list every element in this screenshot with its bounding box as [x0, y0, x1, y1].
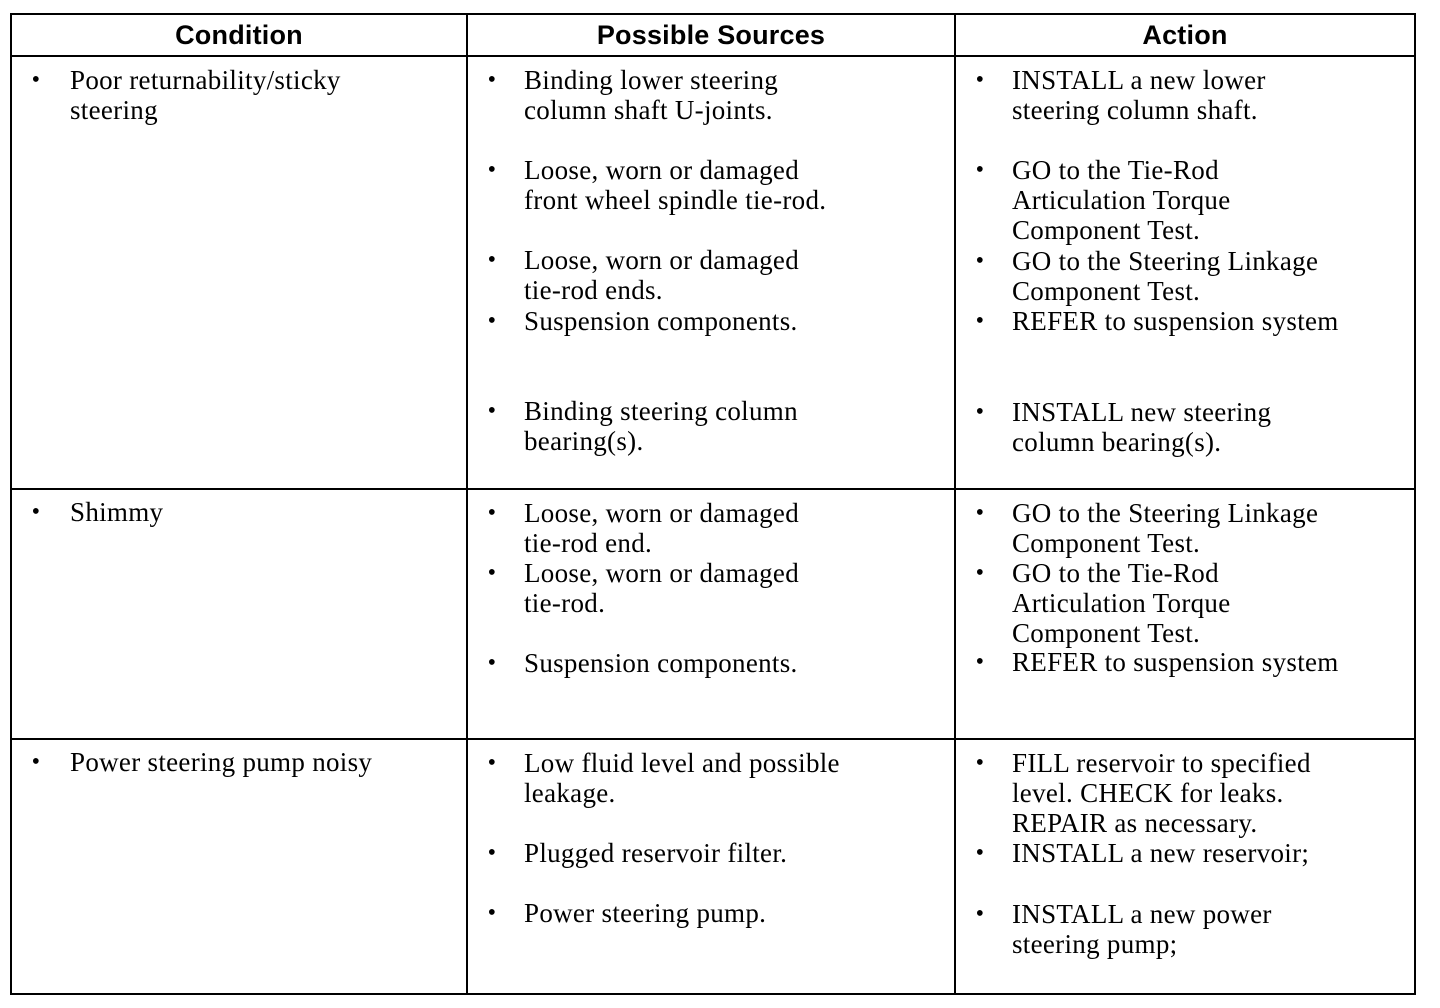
- action-text: GO to the Steering Linkage Component Test.: [1012, 498, 1319, 558]
- action-item: [956, 558, 1408, 648]
- source-text: Loose, worn or damaged front wheel spindle tie-rod.: [524, 155, 827, 215]
- bullet: •: [487, 67, 497, 93]
- source-item: [468, 396, 948, 486]
- bullet: •: [487, 308, 497, 334]
- condition-item: [12, 747, 460, 837]
- bullet: •: [975, 750, 985, 776]
- source-item: [468, 648, 948, 738]
- bullet: •: [975, 840, 985, 866]
- source-item: [468, 898, 948, 988]
- source-text: Binding lower steering column shaft U-joints.: [524, 65, 779, 125]
- action-text: REFER to suspension system: [1012, 647, 1339, 677]
- action-item: [956, 65, 1408, 155]
- bullet: •: [487, 750, 497, 776]
- bullet: •: [487, 900, 497, 926]
- source-text: Low fluid level and possible leakage.: [524, 748, 840, 808]
- action-text: INSTALL new steering column bearing(s).: [1012, 397, 1272, 457]
- source-item: [468, 748, 948, 838]
- condition-cell: [11, 489, 467, 739]
- bullet: •: [31, 749, 41, 775]
- source-text: Binding steering column bearing(s).: [524, 396, 798, 456]
- bullet: •: [487, 650, 497, 676]
- action-item: [956, 155, 1408, 245]
- table-row: [11, 739, 1415, 994]
- action-text: GO to the Tie-Rod Articulation Torque Component Test.: [1012, 155, 1231, 245]
- condition-cell: [11, 56, 467, 489]
- header-condition: Condition: [11, 14, 467, 56]
- bullet: •: [975, 157, 985, 183]
- action-item: [956, 899, 1408, 989]
- bullet: •: [975, 500, 985, 526]
- bullet: •: [487, 840, 497, 866]
- action-item: [956, 397, 1408, 487]
- bullet: •: [975, 901, 985, 927]
- bullet: •: [487, 157, 497, 183]
- condition-text: Poor returnability/sticky steering: [70, 65, 341, 125]
- bullet: •: [31, 499, 41, 525]
- action-text: INSTALL a new reservoir;: [1012, 838, 1310, 868]
- bullet: •: [31, 67, 41, 93]
- source-text: Plugged reservoir filter.: [524, 838, 788, 868]
- header-possible-sources: Possible Sources: [467, 14, 955, 56]
- action-text: REFER to suspension system: [1012, 306, 1339, 336]
- bullet: •: [487, 247, 497, 273]
- condition-text: Shimmy: [70, 497, 164, 527]
- source-text: Loose, worn or damaged tie-rod ends.: [524, 245, 800, 305]
- condition-text: Power steering pump noisy: [70, 747, 373, 777]
- header-row: [11, 14, 1415, 56]
- bullet: •: [487, 500, 497, 526]
- bullet: •: [975, 649, 985, 675]
- action-cell: [955, 489, 1415, 739]
- bullet: •: [975, 560, 985, 586]
- action-text: INSTALL a new lower steering column shaft.: [1012, 65, 1266, 125]
- header-action: Action: [955, 14, 1415, 56]
- action-text: GO to the Tie-Rod Articulation Torque Component Test.: [1012, 558, 1231, 648]
- bullet: •: [975, 67, 985, 93]
- diagnosis-table: [10, 13, 1416, 995]
- condition-item: [12, 497, 460, 587]
- source-item: [468, 65, 948, 155]
- action-item: [956, 748, 1408, 838]
- bullet: •: [487, 398, 497, 424]
- table-row: [11, 56, 1415, 489]
- condition-item: [12, 65, 460, 155]
- source-item: [468, 558, 948, 648]
- condition-cell: [11, 739, 467, 994]
- source-item: [468, 306, 948, 396]
- source-text: Loose, worn or damaged tie-rod.: [524, 558, 800, 618]
- bullet: •: [975, 248, 985, 274]
- table-row: [11, 489, 1415, 739]
- bullet: •: [975, 308, 985, 334]
- source-text: Suspension components.: [524, 306, 798, 336]
- sources-cell: [467, 56, 955, 489]
- action-text: GO to the Steering Linkage Component Test.: [1012, 246, 1319, 306]
- sources-cell: [467, 489, 955, 739]
- source-item: [468, 155, 948, 245]
- bullet: •: [975, 399, 985, 425]
- action-item: [956, 306, 1408, 396]
- action-cell: [955, 56, 1415, 489]
- action-text: FILL reservoir to specified level. CHECK for leaks. REPAIR as necessary.: [1012, 748, 1311, 838]
- action-cell: [955, 739, 1415, 994]
- source-text: Power steering pump.: [524, 898, 767, 928]
- action-item: [956, 647, 1408, 737]
- sources-cell: [467, 739, 955, 994]
- action-text: INSTALL a new power steering pump;: [1012, 899, 1272, 959]
- source-text: Loose, worn or damaged tie-rod end.: [524, 498, 800, 558]
- bullet: •: [487, 560, 497, 586]
- source-text: Suspension components.: [524, 648, 798, 678]
